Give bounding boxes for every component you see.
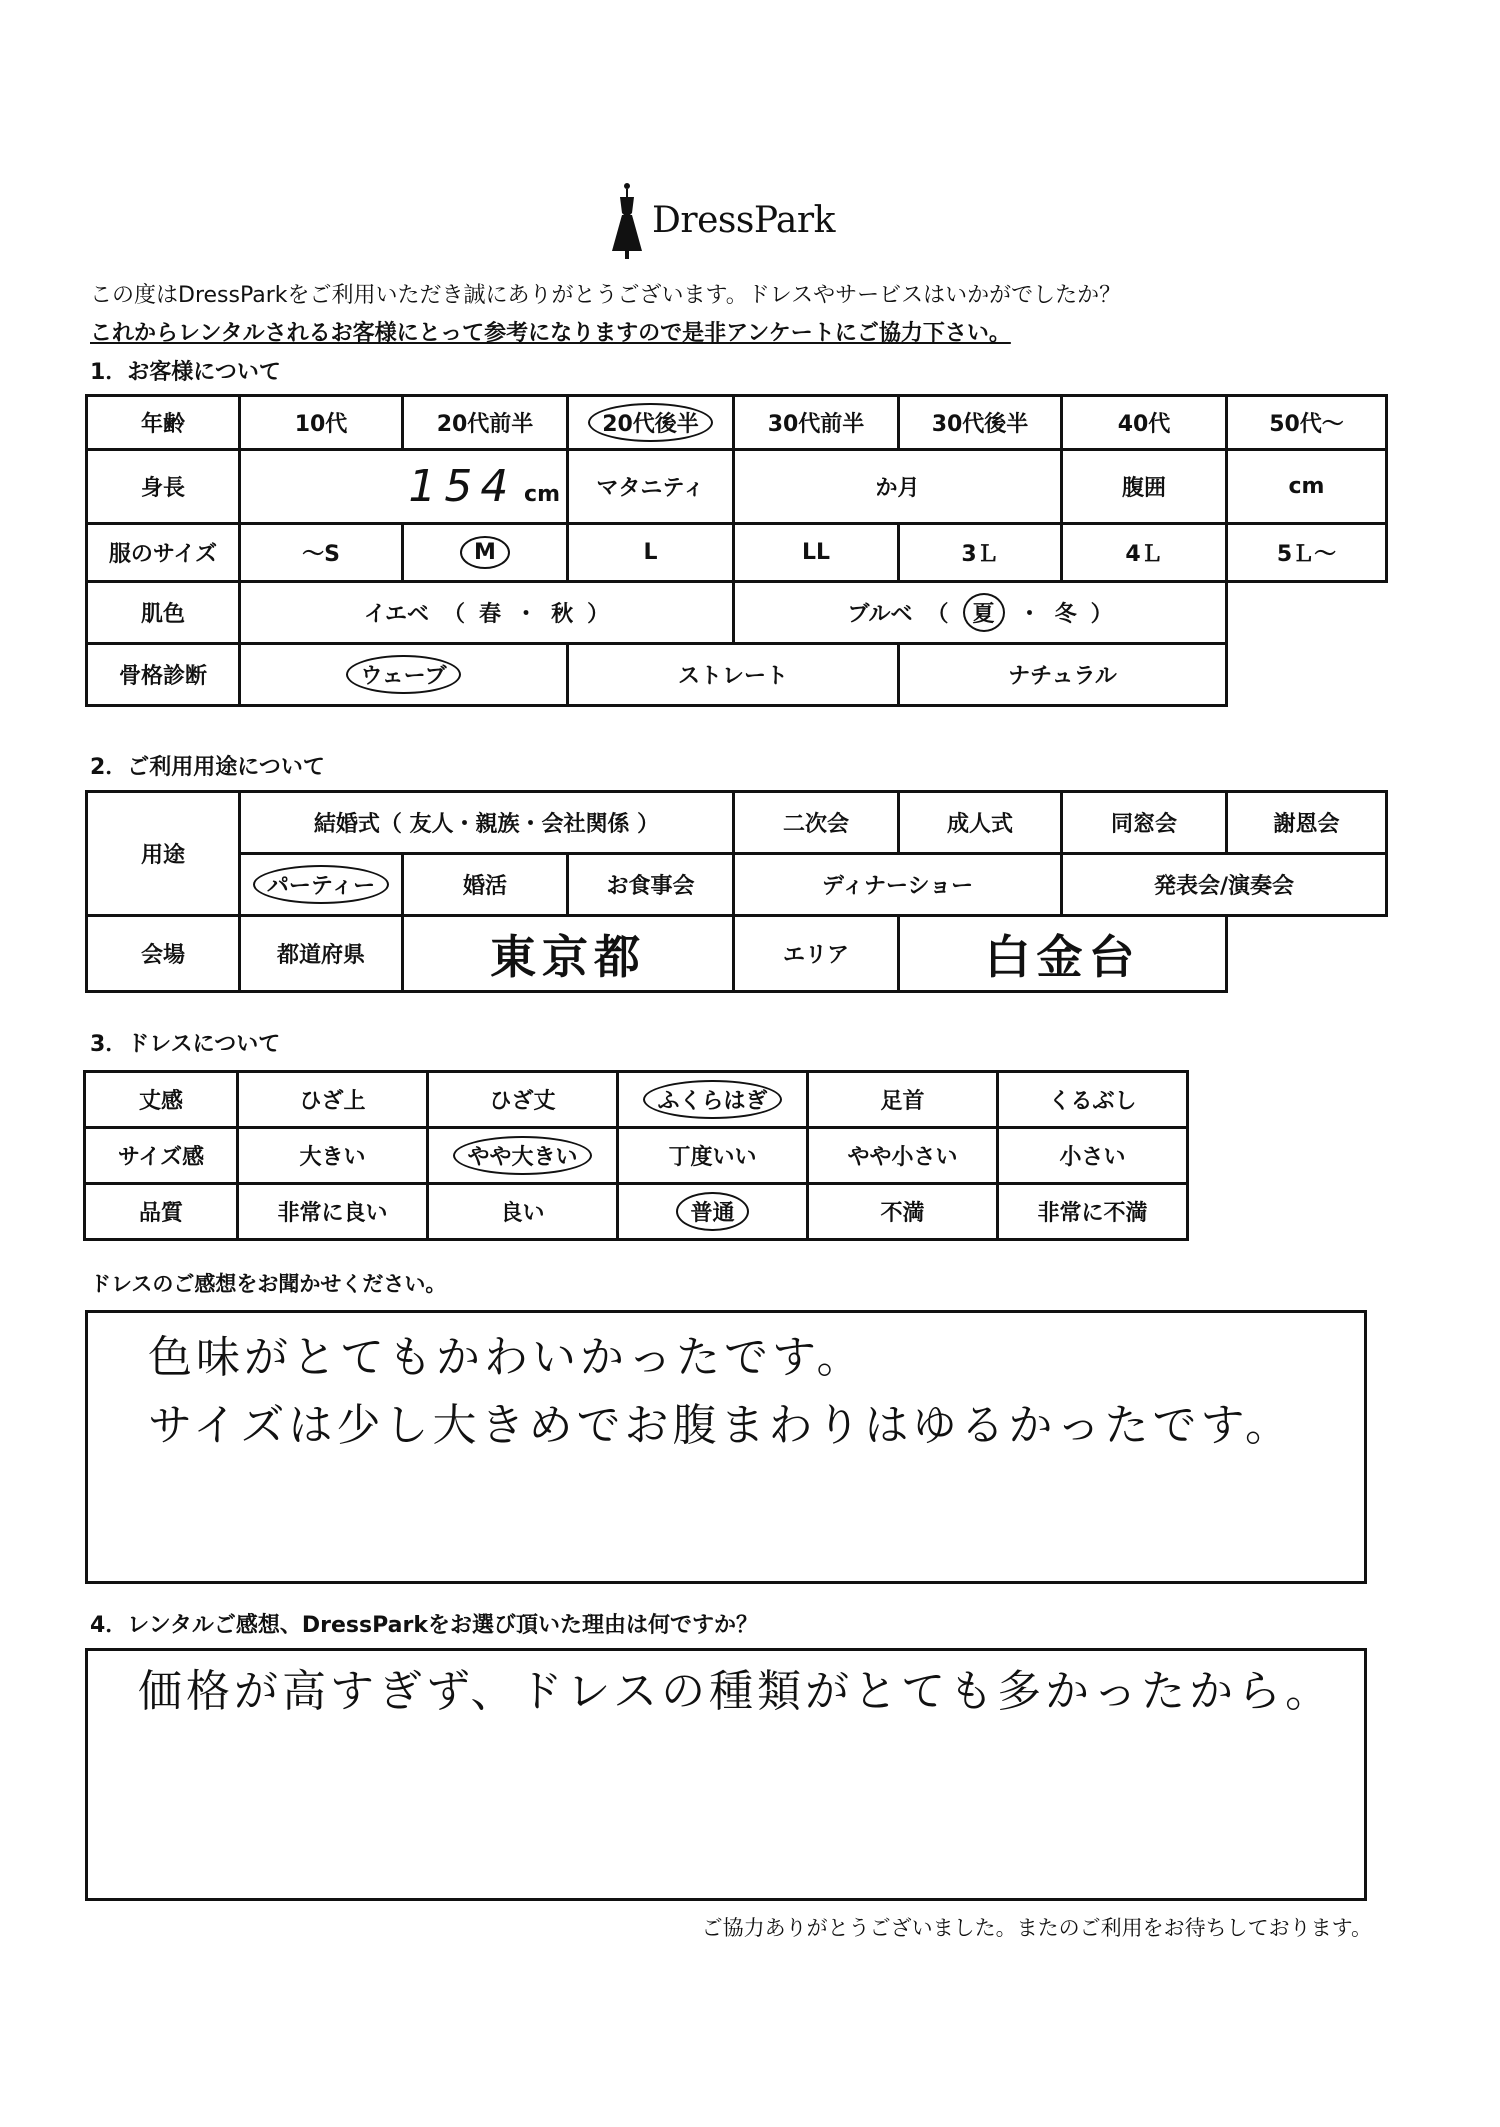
impression-textarea[interactable] <box>85 1310 1367 1584</box>
dress-icon <box>610 181 644 261</box>
age-option[interactable]: 50代～ <box>1227 396 1387 450</box>
size-row <box>87 524 1387 582</box>
length-option-selected[interactable] <box>618 1072 808 1128</box>
purpose-option[interactable]: ディナーショー <box>734 854 1062 916</box>
summer-option-selected[interactable]: 夏 <box>963 593 1005 632</box>
selection-circle: ウェーブ <box>346 655 460 694</box>
impression-line2: サイズは少し大きめでお腹まわりはゆるかったです。 <box>148 1400 1293 1451</box>
prefecture-label: 都道府県 <box>240 916 403 992</box>
quality-option[interactable]: 非常に良い <box>238 1184 428 1240</box>
intro-request: これからレンタルされるお客様にとって参考になりますので是非アンケートにご協力下さい。 <box>90 321 1011 346</box>
height-field[interactable] <box>240 450 568 524</box>
purpose-option[interactable]: 同窓会 <box>1062 792 1227 854</box>
height-value: 154 <box>408 461 517 512</box>
size-option[interactable]: 5Ｌ～ <box>1227 524 1387 582</box>
selection-circle: ふくらはぎ <box>643 1080 781 1119</box>
size-option[interactable]: 4Ｌ <box>1062 524 1227 582</box>
section1-title: 1．お客様について <box>90 360 281 385</box>
age-option[interactable]: 40代 <box>1062 396 1227 450</box>
purpose-option-selected[interactable] <box>240 854 403 916</box>
footer-thanks: ご協力ありがとうございました。またのご利用をお待ちしております。 <box>701 1916 1372 1940</box>
length-option[interactable]: ひざ丈 <box>428 1072 618 1128</box>
maternity-unit: か月 <box>875 476 920 501</box>
purpose-option[interactable]: お食事会 <box>568 854 734 916</box>
size-option[interactable]: L <box>568 524 734 582</box>
empty-cell <box>1227 644 1387 706</box>
separator-dot: ・ <box>515 602 538 627</box>
blue-base-field[interactable] <box>734 582 1227 644</box>
venue-label: 会場 <box>87 916 240 992</box>
paren-close: ） <box>587 602 610 627</box>
section4-title: 4．レンタルご感想、DressParkをお選び頂いた理由は何ですか？ <box>90 1613 758 1638</box>
customer-table <box>85 394 1388 707</box>
length-row <box>85 1072 1188 1128</box>
paren-open: （ <box>443 602 466 627</box>
yellow-base-label: イエベ <box>363 602 430 627</box>
purpose-option[interactable]: 発表会/演奏会 <box>1062 854 1387 916</box>
size-option[interactable]: 3Ｌ <box>899 524 1062 582</box>
purpose-table <box>85 790 1388 993</box>
maternity-label: マタニティ <box>568 450 734 524</box>
purpose-option[interactable]: 二次会 <box>734 792 899 854</box>
fit-option-selected[interactable] <box>428 1128 618 1184</box>
age-option[interactable]: 20代前半 <box>403 396 568 450</box>
winter-option[interactable]: 冬 <box>1054 602 1077 627</box>
reason-answer: 価格が高すぎず、ドレスの種類がとても多かったから。 <box>138 1666 1334 1717</box>
frame-option[interactable]: ストレート <box>568 644 899 706</box>
waist-field[interactable] <box>1227 450 1387 524</box>
quality-option[interactable]: 非常に不満 <box>998 1184 1188 1240</box>
yellow-base-field[interactable] <box>240 582 734 644</box>
quality-row <box>85 1184 1188 1240</box>
brand-logo <box>610 178 835 263</box>
size-option-selected[interactable] <box>403 524 568 582</box>
prefecture-value[interactable]: 東京都 <box>403 916 734 992</box>
dress-table <box>83 1070 1189 1241</box>
length-option[interactable]: 足首 <box>808 1072 998 1128</box>
selection-circle: パーティー <box>253 865 389 904</box>
waist-label: 腹囲 <box>1062 450 1227 524</box>
purpose-option[interactable]: 成人式 <box>899 792 1062 854</box>
size-label: 服のサイズ <box>87 524 240 582</box>
area-value[interactable]: 白金台 <box>899 916 1227 992</box>
purpose-label: 用途 <box>87 792 240 916</box>
quality-option-selected[interactable] <box>618 1184 808 1240</box>
frame-option[interactable]: ナチュラル <box>899 644 1227 706</box>
separator-dot: ・ <box>1018 602 1041 627</box>
age-option[interactable]: 30代後半 <box>899 396 1062 450</box>
fit-label: サイズ感 <box>85 1128 238 1184</box>
fit-option[interactable]: 小さい <box>998 1128 1188 1184</box>
purpose-option[interactable]: 結婚式（ 友人・親族・会社関係 ） <box>240 792 734 854</box>
size-option[interactable]: ～S <box>240 524 403 582</box>
maternity-field[interactable] <box>734 450 1062 524</box>
spring-option[interactable]: 春 <box>479 602 502 627</box>
area-label: エリア <box>734 916 899 992</box>
paren-open: （ <box>926 602 949 627</box>
selection-circle: M <box>460 536 510 569</box>
size-option[interactable]: LL <box>734 524 899 582</box>
frame-row <box>87 644 1387 706</box>
age-option[interactable]: 10代 <box>240 396 403 450</box>
skin-row <box>87 582 1387 644</box>
quality-option[interactable]: 不満 <box>808 1184 998 1240</box>
frame-label: 骨格診断 <box>87 644 240 706</box>
quality-label: 品質 <box>85 1184 238 1240</box>
selection-circle: 20代後半 <box>588 403 713 442</box>
height-row <box>87 450 1387 524</box>
brand-name: DressPark <box>652 200 835 241</box>
impression-prompt: ドレスのご感想をお聞かせください。 <box>90 1272 447 1296</box>
empty-cell <box>1227 916 1387 992</box>
fit-row <box>85 1128 1188 1184</box>
age-option[interactable]: 30代前半 <box>734 396 899 450</box>
length-option[interactable]: くるぶし <box>998 1072 1188 1128</box>
height-label: 身長 <box>87 450 240 524</box>
length-label: 丈感 <box>85 1072 238 1128</box>
blue-base-label: ブルベ <box>847 602 913 627</box>
selection-circle: 普通 <box>676 1192 748 1231</box>
height-unit: cm <box>524 482 560 507</box>
paren-close: ） <box>1090 602 1113 627</box>
skin-label: 肌色 <box>87 582 240 644</box>
length-option[interactable]: ひざ上 <box>238 1072 428 1128</box>
quality-option[interactable]: 良い <box>428 1184 618 1240</box>
age-row <box>87 396 1387 450</box>
purpose-option[interactable]: 謝恩会 <box>1227 792 1387 854</box>
fit-option[interactable]: 大きい <box>238 1128 428 1184</box>
autumn-option[interactable]: 秋 <box>551 602 574 627</box>
reason-textarea[interactable] <box>85 1648 1367 1901</box>
waist-unit: cm <box>1288 474 1325 499</box>
section2-title: 2．ご利用用途について <box>90 755 325 780</box>
age-option-selected[interactable] <box>568 396 734 450</box>
intro-text: この度はDressParkをご利用いただき誠にありがとうございます。ドレスやサービスはいかがでしたか？ <box>90 283 1122 308</box>
fit-option[interactable]: 丁度いい <box>618 1128 808 1184</box>
frame-option-selected[interactable] <box>240 644 568 706</box>
empty-cell <box>1227 582 1387 644</box>
selection-circle: やや大きい <box>453 1136 591 1175</box>
fit-option[interactable]: やや小さい <box>808 1128 998 1184</box>
impression-line1: 色味がとてもかわいかったです。 <box>148 1332 865 1383</box>
purpose-option[interactable]: 婚活 <box>403 854 568 916</box>
age-label: 年齢 <box>87 396 240 450</box>
section3-title: 3．ドレスについて <box>90 1032 281 1057</box>
